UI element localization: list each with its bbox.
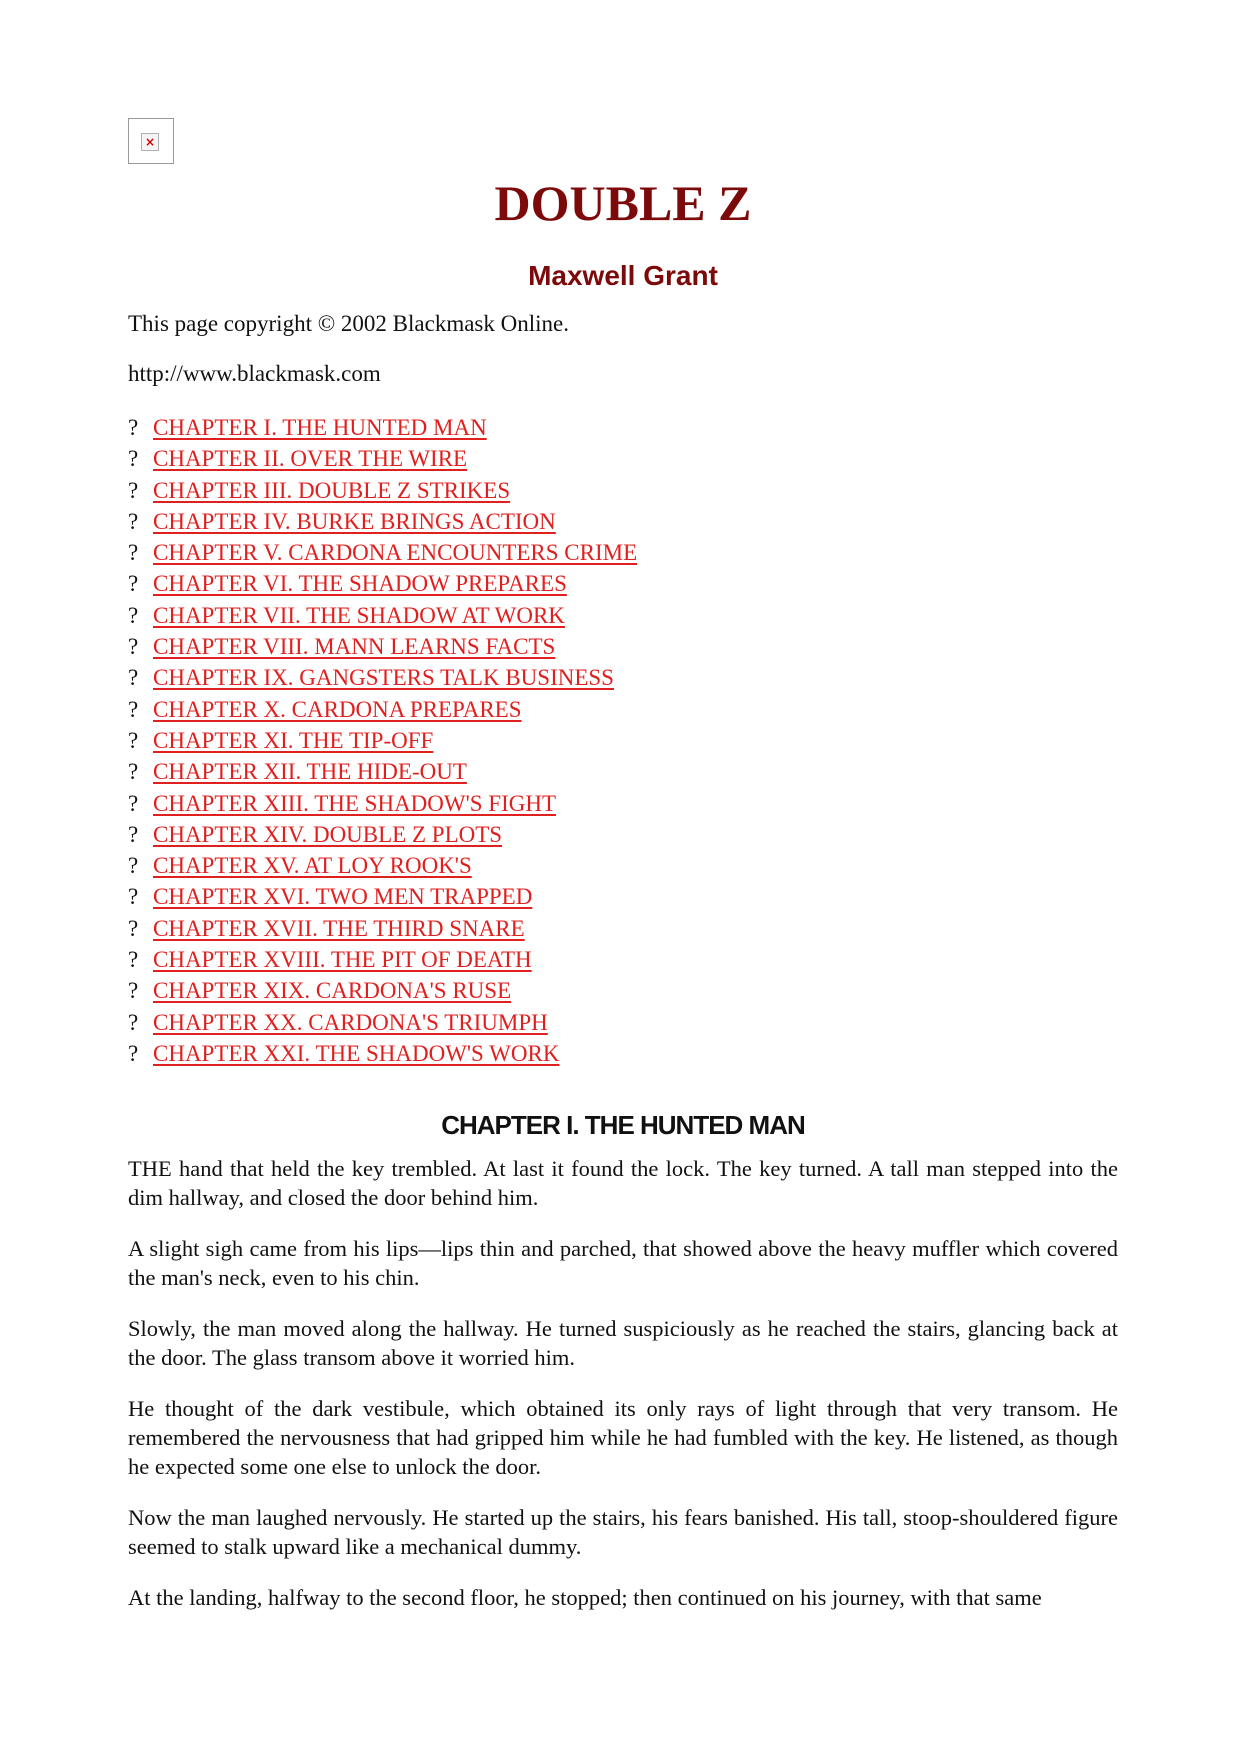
toc-item	[128, 819, 637, 850]
body-paragraph: Slowly, the man moved along the hallway. He turned suspiciously as he reached the stairs, glancing back at the door. The glass transom above it worried him.	[128, 1316, 1118, 1370]
toc-item	[128, 975, 637, 1006]
toc-item	[128, 850, 637, 881]
toc-bullet: ?	[128, 1040, 139, 1066]
table-of-contents	[128, 412, 637, 1069]
toc-item	[128, 412, 637, 443]
toc-link[interactable]: CHAPTER XIII. THE SHADOW'S FIGHT	[153, 790, 557, 816]
copyright-notice: This page copyright © 2002 Blackmask Online.	[128, 311, 569, 336]
toc-bullet: ?	[128, 571, 139, 597]
toc-link[interactable]: CHAPTER V. CARDONA ENCOUNTERS CRIME	[153, 540, 638, 566]
toc-link[interactable]: CHAPTER XXI. THE SHADOW'S WORK	[153, 1040, 560, 1066]
toc-bullet: ?	[128, 508, 139, 534]
toc-item	[128, 1007, 637, 1038]
toc-bullet: ?	[128, 1009, 139, 1035]
chapter-heading: CHAPTER I. THE HUNTED MAN	[441, 1110, 805, 1140]
toc-item	[128, 662, 637, 693]
toc-link[interactable]: CHAPTER XX. CARDONA'S TRIUMPH	[153, 1009, 548, 1035]
toc-link[interactable]: CHAPTER XIX. CARDONA'S RUSE	[153, 978, 512, 1004]
toc-link[interactable]: CHAPTER III. DOUBLE Z STRIKES	[153, 477, 511, 503]
toc-bullet: ?	[128, 853, 139, 879]
toc-bullet: ?	[128, 665, 139, 691]
toc-item	[128, 506, 637, 537]
toc-link[interactable]: CHAPTER IX. GANGSTERS TALK BUSINESS	[153, 665, 614, 691]
toc-bullet: ?	[128, 947, 139, 973]
toc-link[interactable]: CHAPTER XII. THE HIDE-OUT	[153, 759, 467, 785]
toc-link[interactable]: CHAPTER XVII. THE THIRD SNARE	[153, 915, 525, 941]
toc-item	[128, 756, 637, 787]
toc-bullet: ?	[128, 634, 139, 660]
toc-link[interactable]: CHAPTER VII. THE SHADOW AT WORK	[153, 602, 565, 628]
broken-image-icon: ×	[128, 118, 174, 164]
toc-item	[128, 881, 637, 912]
toc-bullet: ?	[128, 602, 139, 628]
toc-link[interactable]: CHAPTER II. OVER THE WIRE	[153, 446, 468, 472]
toc-item	[128, 1038, 637, 1069]
toc-bullet: ?	[128, 540, 139, 566]
toc-bullet: ?	[128, 727, 139, 753]
toc-link[interactable]: CHAPTER XVI. TWO MEN TRAPPED	[153, 884, 533, 910]
body-paragraph: A slight sigh came from his lips—lips thin and parched, that showed above the heavy muffler which covered the man's neck, even to his chin.	[128, 1236, 1118, 1290]
toc-item	[128, 475, 637, 506]
chapter-body	[128, 1154, 1118, 1634]
toc-item	[128, 537, 637, 568]
toc-link[interactable]: CHAPTER XVIII. THE PIT OF DEATH	[153, 947, 532, 973]
toc-link[interactable]: CHAPTER VI. THE SHADOW PREPARES	[153, 571, 567, 597]
toc-bullet: ?	[128, 415, 139, 440]
toc-link[interactable]: CHAPTER I. THE HUNTED MAN	[153, 415, 487, 440]
toc-link[interactable]: CHAPTER XV. AT LOY ROOK'S	[153, 853, 472, 879]
toc-bullet: ?	[128, 759, 139, 785]
toc-link[interactable]: CHAPTER XIV. DOUBLE Z PLOTS	[153, 821, 503, 847]
toc-bullet: ?	[128, 477, 139, 503]
body-paragraph: At the landing, halfway to the second floor, he stopped; then continued on his journey, with that same	[128, 1585, 1042, 1610]
toc-item	[128, 913, 637, 944]
toc-bullet: ?	[128, 696, 139, 722]
toc-item	[128, 568, 637, 599]
toc-item	[128, 788, 637, 819]
source-url: http://www.blackmask.com	[128, 361, 381, 386]
toc-link[interactable]: CHAPTER XI. THE TIP-OFF	[153, 727, 434, 753]
toc-item	[128, 694, 637, 725]
toc-bullet: ?	[128, 884, 139, 910]
toc-link[interactable]: CHAPTER X. CARDONA PREPARES	[153, 696, 522, 722]
toc-item	[128, 631, 637, 662]
toc-link[interactable]: CHAPTER IV. BURKE BRINGS ACTION	[153, 508, 556, 534]
toc-bullet: ?	[128, 915, 139, 941]
toc-bullet: ?	[128, 446, 139, 472]
book-title: DOUBLE Z	[494, 175, 752, 231]
toc-bullet: ?	[128, 790, 139, 816]
book-author: Maxwell Grant	[528, 260, 718, 291]
toc-bullet: ?	[128, 978, 139, 1004]
body-paragraph: He thought of the dark vestibule, which obtained its only rays of light through that very transom. He remembered the nervousness that had gripped him while he had fumbled with the key. He listened, as though he expected some one else to unlock the door.	[128, 1396, 1118, 1479]
toc-item	[128, 443, 637, 474]
toc-item	[128, 725, 637, 756]
toc-item	[128, 944, 637, 975]
body-paragraph: THE hand that held the key trembled. At last it found the lock. The key turned. A tall man stepped into the dim hallway, and closed the door behind him.	[128, 1156, 1118, 1210]
body-paragraph: Now the man laughed nervously. He started up the stairs, his fears banished. His tall, stoop-shouldered figure seemed to stalk upward like a mechanical dummy.	[128, 1505, 1118, 1559]
toc-item	[128, 600, 637, 631]
toc-bullet: ?	[128, 821, 139, 847]
toc-link[interactable]: CHAPTER VIII. MANN LEARNS FACTS	[153, 634, 556, 660]
